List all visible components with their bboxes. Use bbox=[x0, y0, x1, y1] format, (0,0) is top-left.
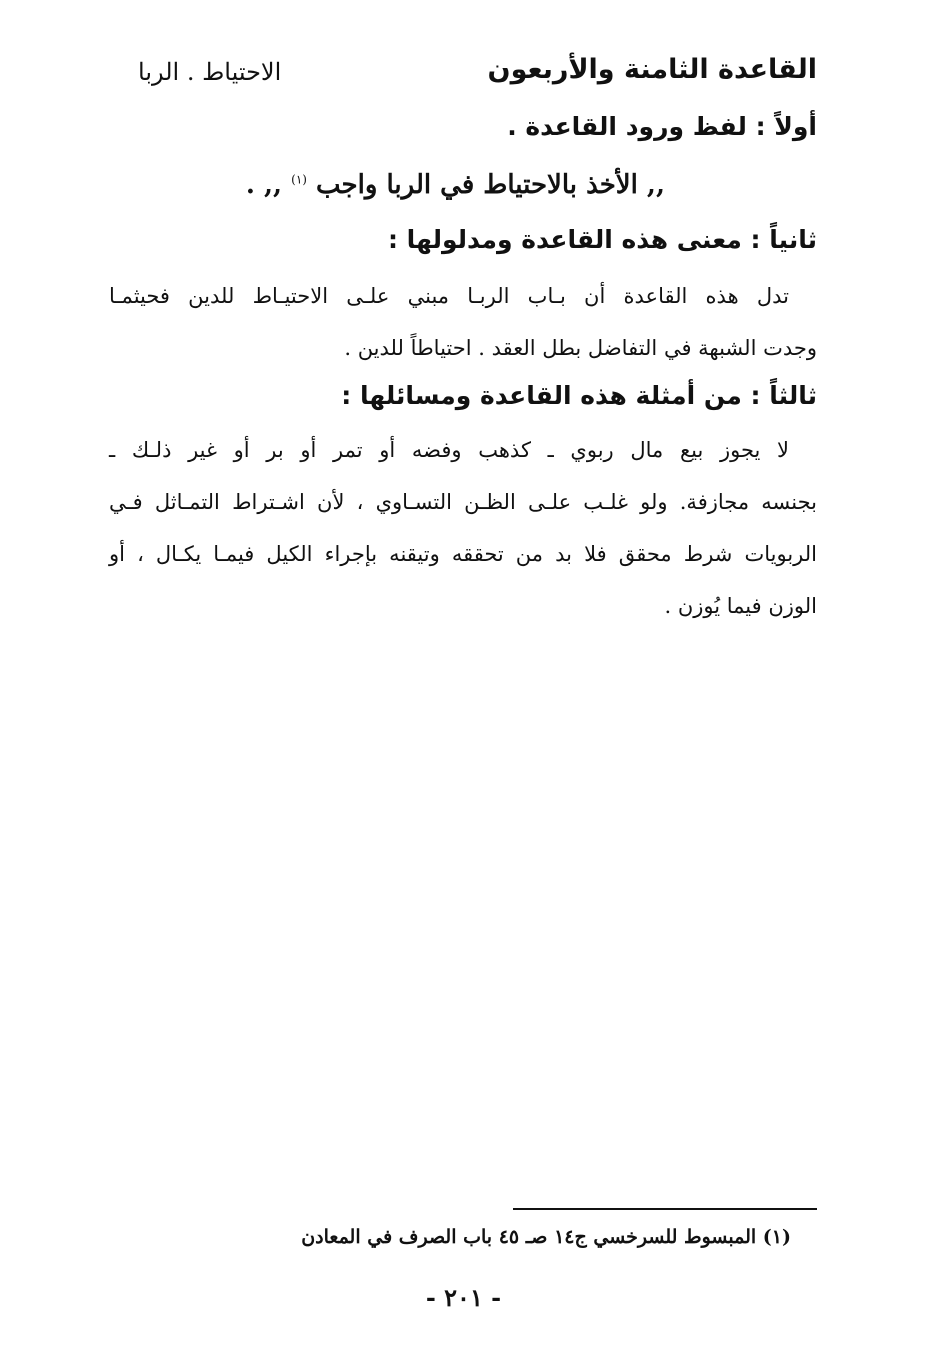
rule-text: ,, الأخذ بالاحتياط في الربا واجب bbox=[316, 170, 665, 200]
examples-paragraph bbox=[109, 424, 817, 632]
paragraph-line: وجدت الشبهة في التفاضل بطل العقد . احتياطاً للدين . bbox=[344, 336, 817, 360]
footnote-text: المبسوط للسرخسي ج١٤ صـ ٤٥ باب الصرف في المعادن bbox=[301, 1226, 757, 1248]
chapter-title: القاعدة الثامنة والأربعون bbox=[487, 54, 817, 85]
footnote-number: (١) bbox=[762, 1226, 791, 1248]
footnote-divider bbox=[513, 1208, 817, 1210]
paragraph-line: تدل هذه القاعدة أن بـاب الربـا مبني علـى الاحتيـاط للدين فحيثمـا bbox=[109, 284, 789, 308]
running-title: الاحتياط . الربا bbox=[138, 58, 282, 86]
rule-statement bbox=[246, 170, 665, 200]
paragraph-line: الربويات شرط محقق فلا بد من تحققه وتيقنه بإجراء الكيل فيمـا يكـال ، أو bbox=[109, 542, 817, 566]
meaning-paragraph bbox=[109, 270, 817, 374]
paragraph-line: لا يجوز بيع مال ربوي ـ كذهب وفضه أو تمر أو بر أو غير ذلـك ـ bbox=[109, 438, 789, 462]
footnote-reference: (١) bbox=[291, 172, 307, 187]
footnote bbox=[301, 1226, 791, 1248]
paragraph-line: بجنسه مجازفة. ولو غلـب علـى الظـن التسـاوي ، لأن اشـتراط التمـاثل فـي bbox=[109, 490, 817, 514]
section-heading-second: ثانياً : معنى هذه القاعدة ومدلولها : bbox=[387, 225, 817, 254]
rule-close: ,, . bbox=[245, 170, 283, 200]
section-heading-third: ثالثاً : من أمثلة هذه القاعدة ومسائلها : bbox=[341, 381, 817, 410]
page-number: - ٢٠١ - bbox=[425, 1283, 502, 1312]
section-heading-first: أولاً : لفظ ورود القاعدة . bbox=[507, 112, 817, 141]
paragraph-line: الوزن فيما يُوزن . bbox=[664, 594, 817, 618]
